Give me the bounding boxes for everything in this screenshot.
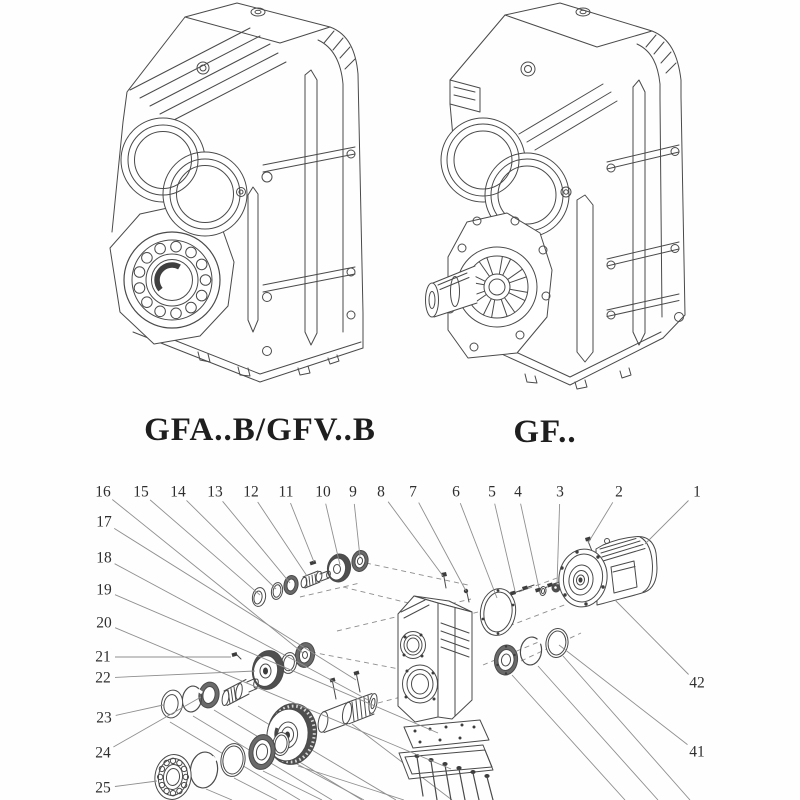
callout-41 xyxy=(559,645,705,761)
model-label-gfab: GFA..B/GFV..B xyxy=(144,412,376,448)
sump-parts xyxy=(399,720,493,800)
callout-label-15: 15 xyxy=(133,483,149,501)
arch-fins xyxy=(324,31,355,69)
electric-motor xyxy=(555,537,657,611)
callout-6 xyxy=(452,484,497,599)
ball-bearing xyxy=(152,752,194,800)
callout-1 xyxy=(645,484,701,545)
terminal-box xyxy=(611,561,637,593)
side-strip xyxy=(633,80,645,345)
callout-label-25: 25 xyxy=(95,779,111,797)
callout-11 xyxy=(279,484,314,563)
callout-label-3: 3 xyxy=(556,483,564,501)
housing-studs xyxy=(441,572,469,602)
key xyxy=(310,560,317,565)
callout-17 xyxy=(96,514,356,681)
gearbox-drawing-gf xyxy=(405,2,705,398)
callout-21 xyxy=(95,649,231,666)
cooling-fins xyxy=(519,84,617,150)
callout-label-11: 11 xyxy=(278,483,294,501)
flange-hole xyxy=(521,62,535,76)
input-shaft-assembly xyxy=(251,549,370,607)
gearbox-left-body xyxy=(110,3,363,382)
snap-ring xyxy=(188,750,220,789)
lifting-eye xyxy=(605,539,610,544)
callout-label-41: 41 xyxy=(689,743,705,761)
callout-9 xyxy=(349,484,360,558)
callout-12 xyxy=(243,484,307,577)
callout-42 xyxy=(615,600,705,692)
callout-label-18: 18 xyxy=(96,549,112,567)
gear-housing xyxy=(398,572,472,722)
callout-15 xyxy=(133,484,260,596)
callout-label-5: 5 xyxy=(488,483,496,501)
callout-label-21: 21 xyxy=(95,648,111,666)
callout-24 xyxy=(95,697,201,762)
callout-label-14: 14 xyxy=(170,483,186,501)
callout-10 xyxy=(315,484,340,566)
callout-label-16: 16 xyxy=(95,483,111,501)
callout-label-9: 9 xyxy=(349,483,357,501)
callout-25 xyxy=(95,780,157,797)
callout-label-6: 6 xyxy=(452,483,460,501)
side-strip xyxy=(305,70,317,345)
second-pinion-shaft xyxy=(221,679,259,707)
hollow-shaft-assembly xyxy=(317,671,379,734)
callout-label-23: 23 xyxy=(96,709,112,727)
callout-label-24: 24 xyxy=(95,744,111,762)
arch-fins xyxy=(646,35,676,73)
end-cap xyxy=(159,688,185,719)
exploded-parts-diagram xyxy=(0,460,800,800)
callout-label-20: 20 xyxy=(96,614,112,632)
tie-channel xyxy=(248,187,258,332)
callout-label-10: 10 xyxy=(315,483,331,501)
callout-label-4: 4 xyxy=(514,483,522,501)
gearbox-drawing-gfab xyxy=(100,2,400,396)
callout-label-1: 1 xyxy=(693,483,701,501)
mount-rails xyxy=(262,147,355,356)
model-label-gf: GF.. xyxy=(513,414,577,450)
callout-label-19: 19 xyxy=(96,581,112,599)
wing-bracket xyxy=(450,80,480,112)
motor-side-rings xyxy=(493,627,570,676)
shaft-bolts xyxy=(330,671,361,700)
gearbox-right-body xyxy=(426,3,686,389)
callout-22 xyxy=(95,670,255,687)
callout-label-7: 7 xyxy=(409,483,417,501)
callout-2 xyxy=(588,484,623,544)
callout-label-17: 17 xyxy=(96,513,112,531)
callout-4 xyxy=(514,484,539,589)
callout-label-13: 13 xyxy=(207,483,223,501)
set-screw xyxy=(232,652,242,659)
cooling-fins xyxy=(130,28,286,122)
callout-label-22: 22 xyxy=(95,669,111,687)
callout-label-2: 2 xyxy=(615,483,623,501)
callout-label-8: 8 xyxy=(377,483,385,501)
callout-5 xyxy=(488,484,515,592)
top-plate xyxy=(505,3,652,47)
callout-label-42: 42 xyxy=(689,674,705,692)
tie-channel xyxy=(577,195,593,362)
callout-23 xyxy=(96,705,163,727)
callout-label-12: 12 xyxy=(243,483,259,501)
